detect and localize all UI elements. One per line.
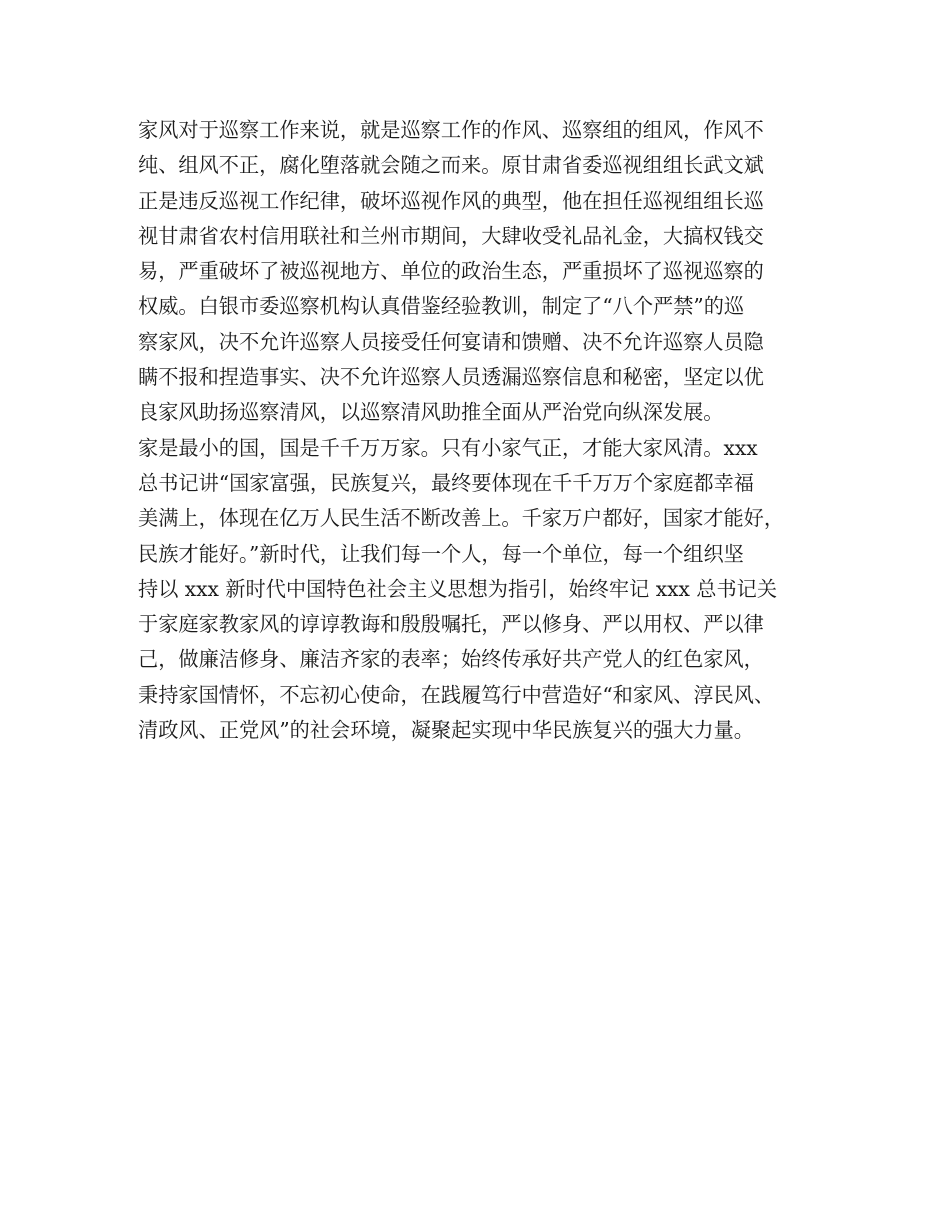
- text-line: 家风对于巡察工作来说，就是巡察工作的作风、巡察组的组风，作风不: [138, 118, 764, 142]
- text-line: 权威。白银市委巡察机构认真借鉴经验教训，制定了“八个严禁”的巡: [138, 294, 745, 319]
- text-line: 察家风，决不允许巡察人员接受任何宴请和馈赠、决不允许巡察人员隐: [138, 329, 764, 354]
- text-line: 易，严重破坏了被巡视地方、单位的政治生态，严重损坏了巡视巡察的: [138, 259, 764, 284]
- text-line: 瞒不报和捏造事实、决不允许巡察人员透漏巡察信息和秘密，坚定以优: [138, 365, 764, 390]
- text-line: 总书记讲“国家富强，民族复兴，最终要体现在千千万万个家庭都幸福: [138, 470, 754, 495]
- text-line: 清政风、正党风”的社会环境，凝聚起实现中华民族复兴的强大力量。: [138, 718, 754, 743]
- document-body: [138, 113, 828, 748]
- text-line: 美满上，体现在亿万人民生活不断改善上。千家万户都好，国家才能好，: [138, 506, 785, 531]
- text-line: 视甘肃省农村信用联社和兰州市期间，大肆收受礼品礼金，大搞权钱交: [138, 223, 764, 248]
- text-line: 纯、组风不正，腐化堕落就会随之而来。原甘肃省委巡视组组长武文斌: [138, 153, 764, 178]
- paragraph-family-and-nation: [138, 431, 828, 749]
- text-line: 良家风助扬巡察清风，以巡察清风助推全面从严治党向纵深发展。: [138, 400, 724, 425]
- text-line: 于家庭家教家风的谆谆教诲和殷殷嘱托，严以修身、严以用权、严以律: [138, 612, 764, 637]
- text-line: 民族才能好。”新时代，让我们每一个人，每一个单位，每一个组织坚: [138, 541, 744, 566]
- text-line: 家是最小的国，国是千千万万家。只有小家气正，才能大家风清。xxx: [138, 435, 758, 460]
- text-line: 己，做廉洁修身、廉洁齐家的表率；始终传承好共产党人的红色家风，: [138, 647, 764, 672]
- text-line: 正是违反巡视工作纪律，破坏巡视作风的典型，他在担任巡视组组长巡: [138, 188, 764, 213]
- text-line: 持以 xxx 新时代中国特色社会主义思想为指引，始终牢记 xxx 总书记关: [138, 576, 778, 601]
- paragraph-inspection-style: [138, 113, 828, 431]
- text-line: 秉持家国情怀，不忘初心使命，在践履笃行中营造好“和家风、淳民风、: [138, 682, 775, 707]
